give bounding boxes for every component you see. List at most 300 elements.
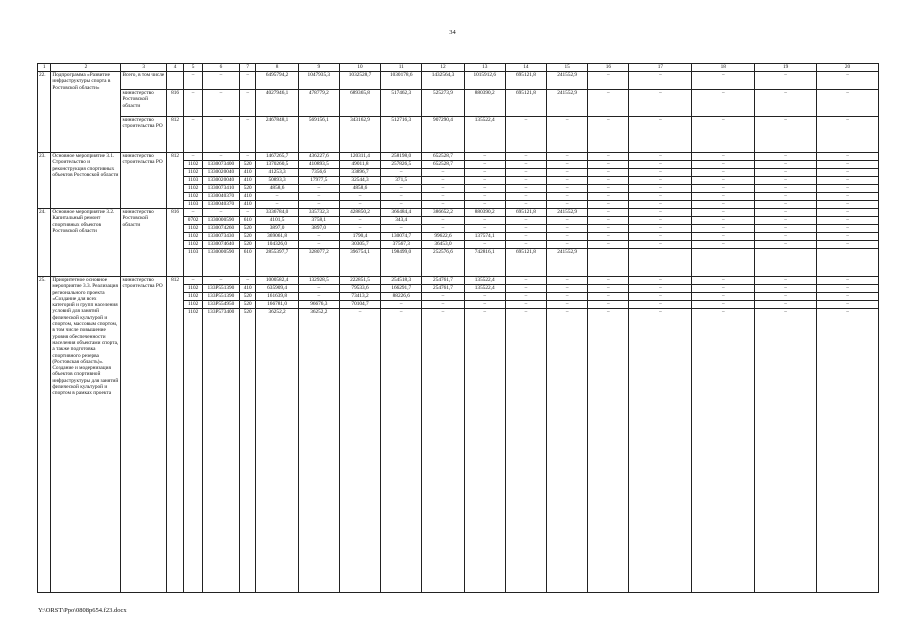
amount-cell: 343162,9 bbox=[339, 117, 380, 153]
amount-cell: – bbox=[692, 161, 755, 169]
amount-cell: 428850,2 bbox=[339, 209, 380, 217]
amount-cell bbox=[588, 249, 629, 277]
amount-cell: 254761,7 bbox=[422, 285, 464, 293]
amount-cell: – bbox=[588, 233, 629, 241]
row-number: 22. bbox=[38, 72, 51, 153]
amount-cell: 241552,9 bbox=[547, 249, 588, 277]
amount-cell: – bbox=[817, 285, 879, 293]
amount-cell: 880390,2 bbox=[464, 90, 505, 117]
column-header: 17 bbox=[629, 64, 692, 72]
amount-cell: – bbox=[381, 309, 422, 593]
vr-code: 520 bbox=[239, 309, 255, 593]
amount-cell: – bbox=[629, 169, 692, 177]
amount-cell: – bbox=[755, 201, 817, 209]
column-header: 8 bbox=[256, 64, 298, 72]
amount-cell: – bbox=[629, 177, 692, 185]
amount-cell: – bbox=[464, 293, 505, 301]
amount-cell: – bbox=[339, 193, 380, 201]
amount-cell: – bbox=[547, 293, 588, 301]
amount-cell: – bbox=[692, 309, 755, 593]
amount-cell: 1790,4 bbox=[339, 233, 380, 241]
amount-cell: 517462,3 bbox=[381, 90, 422, 117]
amount-cell: – bbox=[547, 301, 588, 309]
amount-cell: 1030178,6 bbox=[381, 72, 422, 90]
amount-cell: – bbox=[629, 301, 692, 309]
amount-cell: – bbox=[817, 193, 879, 201]
amount-cell: – bbox=[817, 177, 879, 185]
amount-cell: – bbox=[505, 225, 546, 233]
grbs-code: 812 bbox=[166, 117, 184, 153]
vr-code: 520 bbox=[239, 233, 255, 241]
amount-cell: – bbox=[547, 153, 588, 161]
executor: министерство Ростовской области bbox=[121, 209, 166, 277]
amount-cell: 4858,6 bbox=[339, 185, 380, 193]
amount-cell: – bbox=[755, 193, 817, 201]
amount-cell: 222851,5 bbox=[339, 277, 380, 285]
csr-code: 1330073410 bbox=[202, 185, 239, 193]
amount-cell: – bbox=[588, 153, 629, 161]
amount-cell: – bbox=[755, 301, 817, 309]
amount-cell: – bbox=[547, 233, 588, 241]
amount-cell: – bbox=[692, 193, 755, 201]
amount-cell: 6495794,2 bbox=[256, 72, 298, 90]
amount-cell: – bbox=[547, 185, 588, 193]
amount-cell: – bbox=[692, 241, 755, 249]
amount-cell: 41253,3 bbox=[256, 169, 298, 177]
amount-cell: – bbox=[692, 201, 755, 209]
grbs-code: 812 bbox=[166, 277, 184, 593]
amount-cell: 132928,5 bbox=[298, 277, 339, 285]
amount-cell: – bbox=[588, 285, 629, 293]
rz-pr-code: 1102 bbox=[184, 241, 203, 249]
amount-cell: – bbox=[422, 201, 464, 209]
rz-pr-code: 1103 bbox=[184, 201, 203, 209]
amount-cell: – bbox=[256, 201, 298, 209]
amount-cell: 386652,2 bbox=[422, 209, 464, 217]
amount-cell: – bbox=[505, 293, 546, 301]
column-header: 12 bbox=[422, 64, 464, 72]
amount-cell: – bbox=[298, 285, 339, 293]
vr-code: 520 bbox=[239, 225, 255, 233]
csr-code: 1330074260 bbox=[202, 225, 239, 233]
budget-table bbox=[37, 63, 879, 593]
amount-cell: – bbox=[817, 293, 879, 301]
column-header: 4 bbox=[166, 64, 184, 72]
grbs-code: 816 bbox=[166, 90, 184, 117]
table-row bbox=[38, 90, 879, 117]
amount-cell: 371,5 bbox=[381, 177, 422, 185]
amount-cell: – bbox=[629, 309, 692, 593]
csr-code: 1330000590 bbox=[202, 249, 239, 277]
amount-cell: – bbox=[339, 309, 380, 593]
csr-code: – bbox=[202, 277, 239, 285]
amount-cell: – bbox=[817, 169, 879, 177]
amount-cell: – bbox=[547, 169, 588, 177]
amount-cell: – bbox=[692, 72, 755, 90]
rz-pr-code: – bbox=[184, 209, 203, 217]
amount-cell: 652528,7 bbox=[422, 153, 464, 161]
amount-cell: 252576,6 bbox=[422, 249, 464, 277]
amount-cell: – bbox=[298, 293, 339, 301]
csr-code: 1330040370 bbox=[202, 201, 239, 209]
amount-cell: – bbox=[755, 217, 817, 225]
amount-cell: 32544,3 bbox=[339, 177, 380, 185]
amount-cell: – bbox=[817, 217, 879, 225]
amount-cell: – bbox=[817, 72, 879, 90]
amount-cell: – bbox=[381, 169, 422, 177]
amount-cell: – bbox=[547, 285, 588, 293]
amount-cell: – bbox=[422, 293, 464, 301]
vr-code: 410 bbox=[239, 193, 255, 201]
amount-cell: – bbox=[464, 153, 505, 161]
amount-cell: 436227,6 bbox=[298, 153, 339, 161]
amount-cell: – bbox=[588, 217, 629, 225]
amount-cell: – bbox=[298, 193, 339, 201]
csr-code: 133P554950 bbox=[202, 301, 239, 309]
csr-code: 1330074640 bbox=[202, 241, 239, 249]
amount-cell: 73413,2 bbox=[339, 293, 380, 301]
vr-code: – bbox=[239, 117, 255, 153]
amount-cell: 135522,4 bbox=[464, 117, 505, 153]
amount-cell: – bbox=[422, 193, 464, 201]
amount-cell: – bbox=[629, 225, 692, 233]
executor: министерство Ростовской области bbox=[121, 90, 166, 117]
amount-cell: – bbox=[547, 309, 588, 593]
amount-cell: – bbox=[629, 90, 692, 117]
amount-cell: – bbox=[505, 301, 546, 309]
amount-cell: – bbox=[588, 201, 629, 209]
amount-cell: 37567,3 bbox=[381, 241, 422, 249]
amount-cell: – bbox=[505, 169, 546, 177]
amount-cell: – bbox=[464, 161, 505, 169]
csr-code: 1330020040 bbox=[202, 169, 239, 177]
amount-cell: – bbox=[547, 193, 588, 201]
measure-name: Основное мероприятие 3.1. Строительство и реконструкция спортивных объектов Ростовской области bbox=[51, 153, 121, 209]
column-header: 6 bbox=[202, 64, 239, 72]
amount-cell: 1015912,6 bbox=[464, 72, 505, 90]
amount-cell: – bbox=[588, 293, 629, 301]
amount-cell: 695121,8 bbox=[505, 209, 546, 217]
amount-cell: – bbox=[755, 117, 817, 153]
amount-cell: 198499,0 bbox=[381, 249, 422, 277]
amount-cell: – bbox=[817, 209, 879, 217]
vr-code: – bbox=[239, 90, 255, 117]
vr-code: – bbox=[239, 277, 255, 285]
amount-cell: 166781,0 bbox=[256, 301, 298, 309]
amount-cell: 695121,8 bbox=[505, 249, 546, 277]
amount-cell: – bbox=[755, 185, 817, 193]
amount-cell: – bbox=[817, 301, 879, 309]
rz-pr-code: – bbox=[184, 277, 203, 285]
amount-cell: – bbox=[298, 185, 339, 193]
column-header: 11 bbox=[381, 64, 422, 72]
amount-cell: 907290,4 bbox=[422, 117, 464, 153]
amount-cell: 161639,8 bbox=[256, 293, 298, 301]
amount-cell: – bbox=[817, 277, 879, 285]
amount-cell bbox=[817, 249, 879, 277]
vr-code: 410 bbox=[239, 201, 255, 209]
amount-cell: – bbox=[547, 161, 588, 169]
amount-cell: – bbox=[755, 285, 817, 293]
amount-cell: 635909,4 bbox=[256, 285, 298, 293]
amount-cell: 1432564,3 bbox=[422, 72, 464, 90]
table-row bbox=[38, 209, 879, 217]
amount-cell: – bbox=[629, 117, 692, 153]
page-number: 34 bbox=[449, 29, 456, 36]
csr-code: 133P573400 bbox=[202, 309, 239, 593]
amount-cell: – bbox=[588, 90, 629, 117]
amount-cell: – bbox=[692, 117, 755, 153]
column-header: 5 bbox=[184, 64, 203, 72]
amount-cell: 17977,5 bbox=[298, 177, 339, 185]
amount-cell: 104326,0 bbox=[256, 241, 298, 249]
amount-cell: – bbox=[755, 161, 817, 169]
amount-cell: – bbox=[505, 309, 546, 593]
amount-cell: – bbox=[692, 209, 755, 217]
column-header: 9 bbox=[298, 64, 339, 72]
amount-cell: 258198,0 bbox=[381, 153, 422, 161]
rz-pr-code: – bbox=[184, 90, 203, 117]
amount-cell: 1000582,4 bbox=[256, 277, 298, 285]
table-row bbox=[38, 117, 879, 153]
csr-code: 1330073430 bbox=[202, 233, 239, 241]
measure-name: Приоритетное основное мероприятие 3.3. Реализация регионального проекта «Создание для всех категорий и групп населения условий для занятий физической культурой и спортом, массовым спортом, в том числе повышение уровня обеспеченности населения объектами спорта, а также подготовка спортивного резерва (Ростовская область)». Создание и модернизация объектов спортивной инфраструктуры для занятий физической культурой и спортом в рамках проекта bbox=[51, 277, 121, 593]
amount-cell: – bbox=[692, 285, 755, 293]
amount-cell: – bbox=[464, 201, 505, 209]
amount-cell: 396754,1 bbox=[339, 249, 380, 277]
amount-cell: – bbox=[755, 241, 817, 249]
amount-cell: 3897,0 bbox=[256, 225, 298, 233]
row-number: 24. bbox=[38, 209, 51, 277]
amount-cell: – bbox=[817, 185, 879, 193]
amount-cell bbox=[692, 249, 755, 277]
amount-cell: – bbox=[339, 201, 380, 209]
amount-cell: 1047935,3 bbox=[298, 72, 339, 90]
grbs-code bbox=[166, 72, 184, 90]
rz-pr-code: 0702 bbox=[184, 217, 203, 225]
amount-cell: – bbox=[817, 201, 879, 209]
vr-code: 410 bbox=[239, 169, 255, 177]
amount-cell: 3897,0 bbox=[298, 225, 339, 233]
amount-cell: – bbox=[588, 185, 629, 193]
row-number: 23. bbox=[38, 153, 51, 209]
column-header: 15 bbox=[547, 64, 588, 72]
rz-pr-code: – bbox=[184, 117, 203, 153]
csr-code: – bbox=[202, 117, 239, 153]
amount-cell: – bbox=[588, 241, 629, 249]
amount-cell: – bbox=[755, 153, 817, 161]
amount-cell: – bbox=[588, 225, 629, 233]
amount-cell: – bbox=[588, 117, 629, 153]
amount-cell: – bbox=[505, 185, 546, 193]
column-header: 3 bbox=[121, 64, 166, 72]
amount-cell bbox=[755, 249, 817, 277]
amount-cell: 120311,4 bbox=[339, 153, 380, 161]
amount-cell: – bbox=[629, 241, 692, 249]
amount-cell: – bbox=[464, 217, 505, 225]
amount-cell: – bbox=[505, 217, 546, 225]
amount-cell: 478779,2 bbox=[298, 90, 339, 117]
amount-cell: 257826,5 bbox=[381, 161, 422, 169]
csr-code: – bbox=[202, 72, 239, 90]
amount-cell: – bbox=[755, 72, 817, 90]
amount-cell: 1370260,5 bbox=[256, 161, 298, 169]
csr-code: 1330000590 bbox=[202, 217, 239, 225]
amount-cell: 96676,3 bbox=[298, 301, 339, 309]
rz-pr-code: 1102 bbox=[184, 301, 203, 309]
amount-cell: 328077,2 bbox=[298, 249, 339, 277]
amount-cell: – bbox=[505, 177, 546, 185]
amount-cell: – bbox=[588, 193, 629, 201]
amount-cell: – bbox=[692, 225, 755, 233]
rz-pr-code: – bbox=[184, 153, 203, 161]
amount-cell: – bbox=[817, 117, 879, 153]
amount-cell: 880390,2 bbox=[464, 209, 505, 217]
table-row bbox=[38, 72, 879, 90]
amount-cell: – bbox=[547, 117, 588, 153]
vr-code: 520 bbox=[239, 293, 255, 301]
amount-cell: 1032528,7 bbox=[339, 72, 380, 90]
amount-cell: 742816,1 bbox=[464, 249, 505, 277]
column-header: 16 bbox=[588, 64, 629, 72]
table-row bbox=[38, 153, 879, 161]
amount-cell: 70104,7 bbox=[339, 301, 380, 309]
csr-code: – bbox=[202, 90, 239, 117]
amount-cell: 30305,7 bbox=[339, 241, 380, 249]
amount-cell: 99622,6 bbox=[422, 233, 464, 241]
grbs-code: 812 bbox=[166, 153, 184, 209]
amount-cell: 689365,8 bbox=[339, 90, 380, 117]
amount-cell: – bbox=[755, 225, 817, 233]
vr-code: – bbox=[239, 72, 255, 90]
amount-cell: – bbox=[422, 301, 464, 309]
amount-cell: – bbox=[547, 201, 588, 209]
grbs-code: 816 bbox=[166, 209, 184, 277]
csr-code: 1330040370 bbox=[202, 193, 239, 201]
csr-code: – bbox=[202, 153, 239, 161]
amount-cell: – bbox=[505, 161, 546, 169]
amount-cell: 36252,2 bbox=[256, 309, 298, 593]
amount-cell: – bbox=[339, 217, 380, 225]
amount-cell: – bbox=[547, 217, 588, 225]
amount-cell: – bbox=[464, 169, 505, 177]
amount-cell: – bbox=[464, 225, 505, 233]
amount-cell: – bbox=[464, 177, 505, 185]
amount-cell: – bbox=[422, 185, 464, 193]
rz-pr-code: 1103 bbox=[184, 177, 203, 185]
amount-cell: – bbox=[629, 293, 692, 301]
vr-code: 610 bbox=[239, 217, 255, 225]
column-header: 13 bbox=[464, 64, 505, 72]
amount-cell: – bbox=[817, 161, 879, 169]
vr-code: 610 bbox=[239, 249, 255, 277]
amount-cell: – bbox=[505, 193, 546, 201]
amount-cell: – bbox=[464, 301, 505, 309]
vr-code: 520 bbox=[239, 161, 255, 169]
amount-cell: – bbox=[505, 241, 546, 249]
amount-cell: – bbox=[629, 153, 692, 161]
amount-cell: 241552,9 bbox=[547, 72, 588, 90]
amount-cell: 369061,8 bbox=[256, 233, 298, 241]
amount-cell: – bbox=[817, 309, 879, 593]
rz-pr-code: 1102 bbox=[184, 169, 203, 177]
amount-cell: 254761,7 bbox=[422, 277, 464, 285]
rz-pr-code: 1102 bbox=[184, 193, 203, 201]
amount-cell: – bbox=[629, 217, 692, 225]
amount-cell: – bbox=[547, 177, 588, 185]
amount-cell: 366484,4 bbox=[381, 209, 422, 217]
amount-cell: – bbox=[588, 169, 629, 177]
amount-cell: – bbox=[505, 153, 546, 161]
amount-cell: – bbox=[588, 277, 629, 285]
csr-code: 133P551390 bbox=[202, 285, 239, 293]
amount-cell: 4101,5 bbox=[256, 217, 298, 225]
vr-code: 410 bbox=[239, 285, 255, 293]
rz-pr-code: 1103 bbox=[184, 249, 203, 277]
measure-name: Основное мероприятие 3.2. Капитальный ремонт спортивных объектов Ростовской области bbox=[51, 209, 121, 277]
amount-cell: – bbox=[298, 233, 339, 241]
rz-pr-code: 1102 bbox=[184, 225, 203, 233]
rz-pr-code: 1102 bbox=[184, 233, 203, 241]
amount-cell: 7356,6 bbox=[298, 169, 339, 177]
amount-cell: – bbox=[298, 201, 339, 209]
amount-cell: – bbox=[588, 301, 629, 309]
amount-cell: – bbox=[692, 301, 755, 309]
amount-cell: – bbox=[422, 309, 464, 593]
amount-cell: 2467848,1 bbox=[256, 117, 298, 153]
amount-cell: – bbox=[629, 161, 692, 169]
amount-cell: – bbox=[588, 161, 629, 169]
amount-cell: – bbox=[817, 241, 879, 249]
executor: министерство строительства РО bbox=[121, 153, 166, 209]
amount-cell: – bbox=[588, 177, 629, 185]
csr-code: 1330073400 bbox=[202, 161, 239, 169]
table-row bbox=[38, 277, 879, 285]
amount-cell: – bbox=[381, 193, 422, 201]
table-header-row bbox=[38, 64, 879, 72]
measure-name: Подпрограмма «Развитие инфраструктуры спорта в Ростовской области» bbox=[51, 72, 121, 153]
rz-pr-code: 1102 bbox=[184, 293, 203, 301]
amount-cell bbox=[629, 249, 692, 277]
amount-cell: – bbox=[588, 209, 629, 217]
amount-cell: – bbox=[381, 201, 422, 209]
amount-cell: – bbox=[629, 285, 692, 293]
amount-cell: 166291,7 bbox=[381, 285, 422, 293]
amount-cell: – bbox=[588, 72, 629, 90]
amount-cell: – bbox=[422, 225, 464, 233]
csr-code: 133P551390 bbox=[202, 293, 239, 301]
amount-cell: – bbox=[505, 285, 546, 293]
amount-cell: 4858,6 bbox=[256, 185, 298, 193]
rz-pr-code: 1102 bbox=[184, 309, 203, 593]
vr-code: 410 bbox=[239, 177, 255, 185]
amount-cell: 410893,5 bbox=[298, 161, 339, 169]
amount-cell: – bbox=[339, 225, 380, 233]
amount-cell: – bbox=[629, 193, 692, 201]
executor: министерство строительства РО bbox=[121, 277, 166, 593]
amount-cell: – bbox=[505, 233, 546, 241]
amount-cell: – bbox=[755, 90, 817, 117]
executor: Всего, в том числе bbox=[121, 72, 166, 90]
amount-cell: – bbox=[298, 241, 339, 249]
amount-cell: 241552,9 bbox=[547, 209, 588, 217]
amount-cell: – bbox=[817, 225, 879, 233]
amount-cell: – bbox=[755, 209, 817, 217]
rz-pr-code: 1102 bbox=[184, 285, 203, 293]
csr-code: – bbox=[202, 209, 239, 217]
amount-cell: – bbox=[629, 233, 692, 241]
amount-cell: – bbox=[692, 277, 755, 285]
